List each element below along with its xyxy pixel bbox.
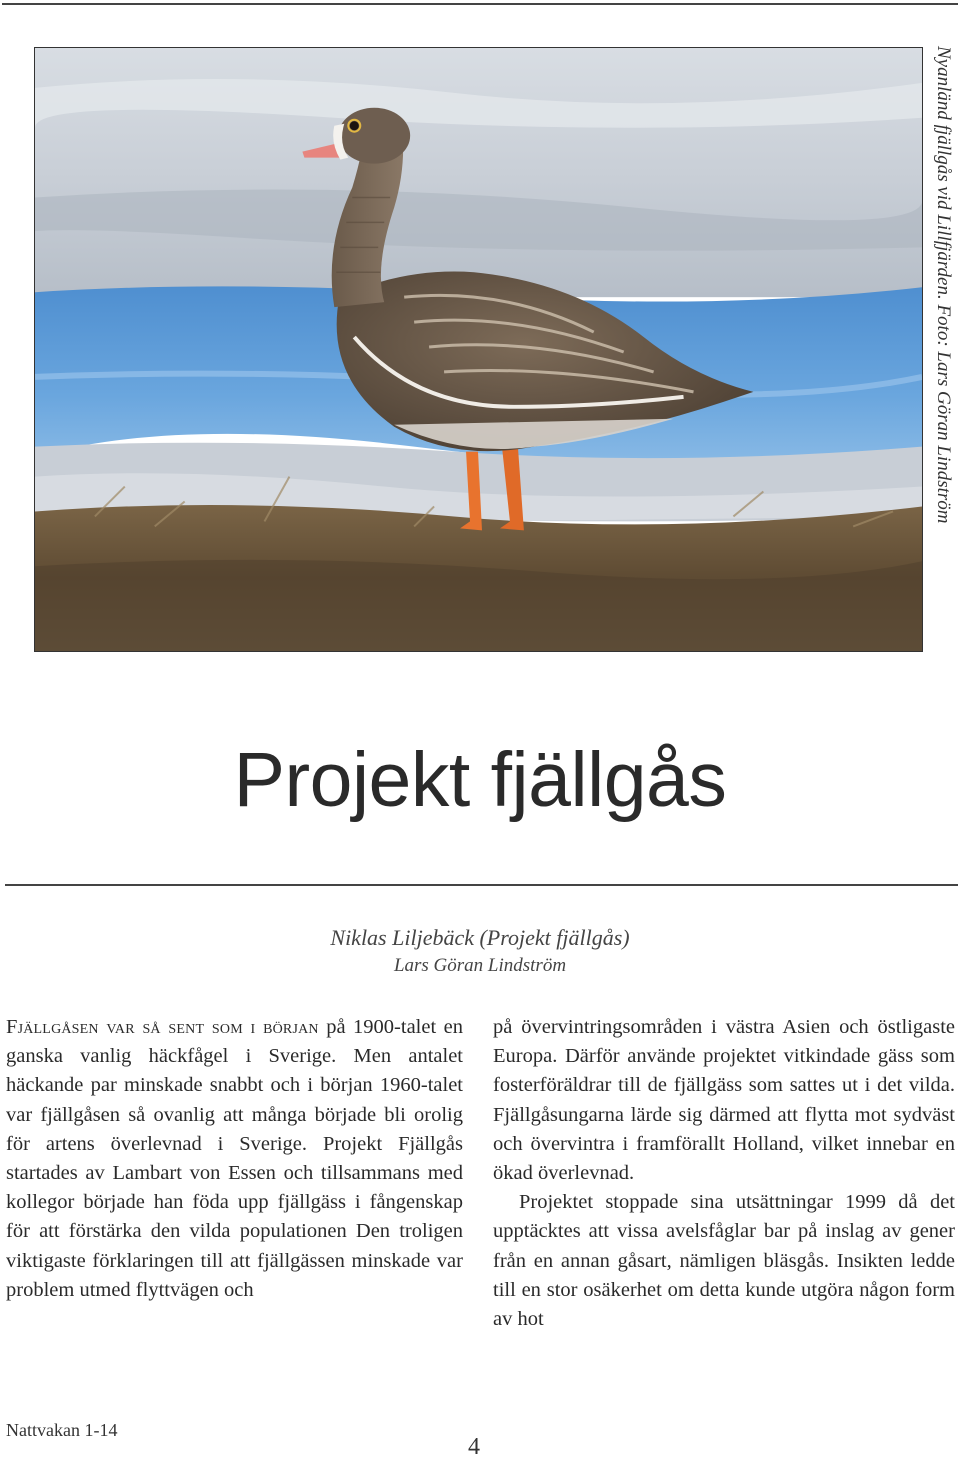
top-rule <box>2 3 958 5</box>
right-paragraph-2: Projektet stoppade sina utsättningar 1999 då det upptäcktes att vissa avelsfåglar bar på inslag av gener från en annan gåsart, nämligen bläsgås. Insikten ledde till en stor osäkerhet om detta kunde utgöra någon form av hot <box>493 1191 955 1331</box>
title-rule <box>5 884 958 886</box>
left-paragraph <box>6 1013 463 1305</box>
left-column-text: på 1900-talet en ganska vanlig häckfågel i Sverige. Men antalet häckande par minskade snabbt och i början 1960-talet var fjällgåsen så ovanlig att många började bli orolig för artens överlevnad i Sverige. Projekt Fjällgås startades av Lambart von Essen och tillsammans med kollegor började han föda upp fjällgäss i fångenskap för att förstärka den vilda populationen Den troligen viktigaste förklaringen till att fjällgässen minskade var problem utmed flyttvägen och <box>6 1016 463 1301</box>
photo-caption <box>922 40 960 660</box>
page-number: 4 <box>468 1434 480 1460</box>
footer-publication: Nattvakan 1-14 <box>6 1420 118 1440</box>
article-column-left <box>6 1013 463 1305</box>
article-column-right <box>493 1013 955 1334</box>
photo-caption-text: Nyanländ fjällgås vid Lillfjärden. Foto: Lars Göran Lindström <box>933 46 954 524</box>
lead-smallcaps: Fjällgåsen var så sent som i början <box>6 1016 319 1038</box>
right-paragraph-1: på övervintringsområden i västra Asien och östligaste Europa. Därför använde projektet vitkindade gäss som fosterföräldrar till de fjällgäss som sattes ut i det vilda. Fjällgåsungarna lärde sig därmed att flytta mot sydväst och övervintra i framförallt Holland, vilket innebar en ökad överlevnad. <box>493 1016 955 1185</box>
author-secondary: Lars Göran Lindström <box>393 955 567 976</box>
article-title: Projekt fjällgås <box>233 737 727 823</box>
goose-photo <box>34 47 923 652</box>
author-primary: Niklas Liljebäck (Projekt fjällgås) <box>330 925 630 950</box>
goose-illustration <box>35 48 922 651</box>
